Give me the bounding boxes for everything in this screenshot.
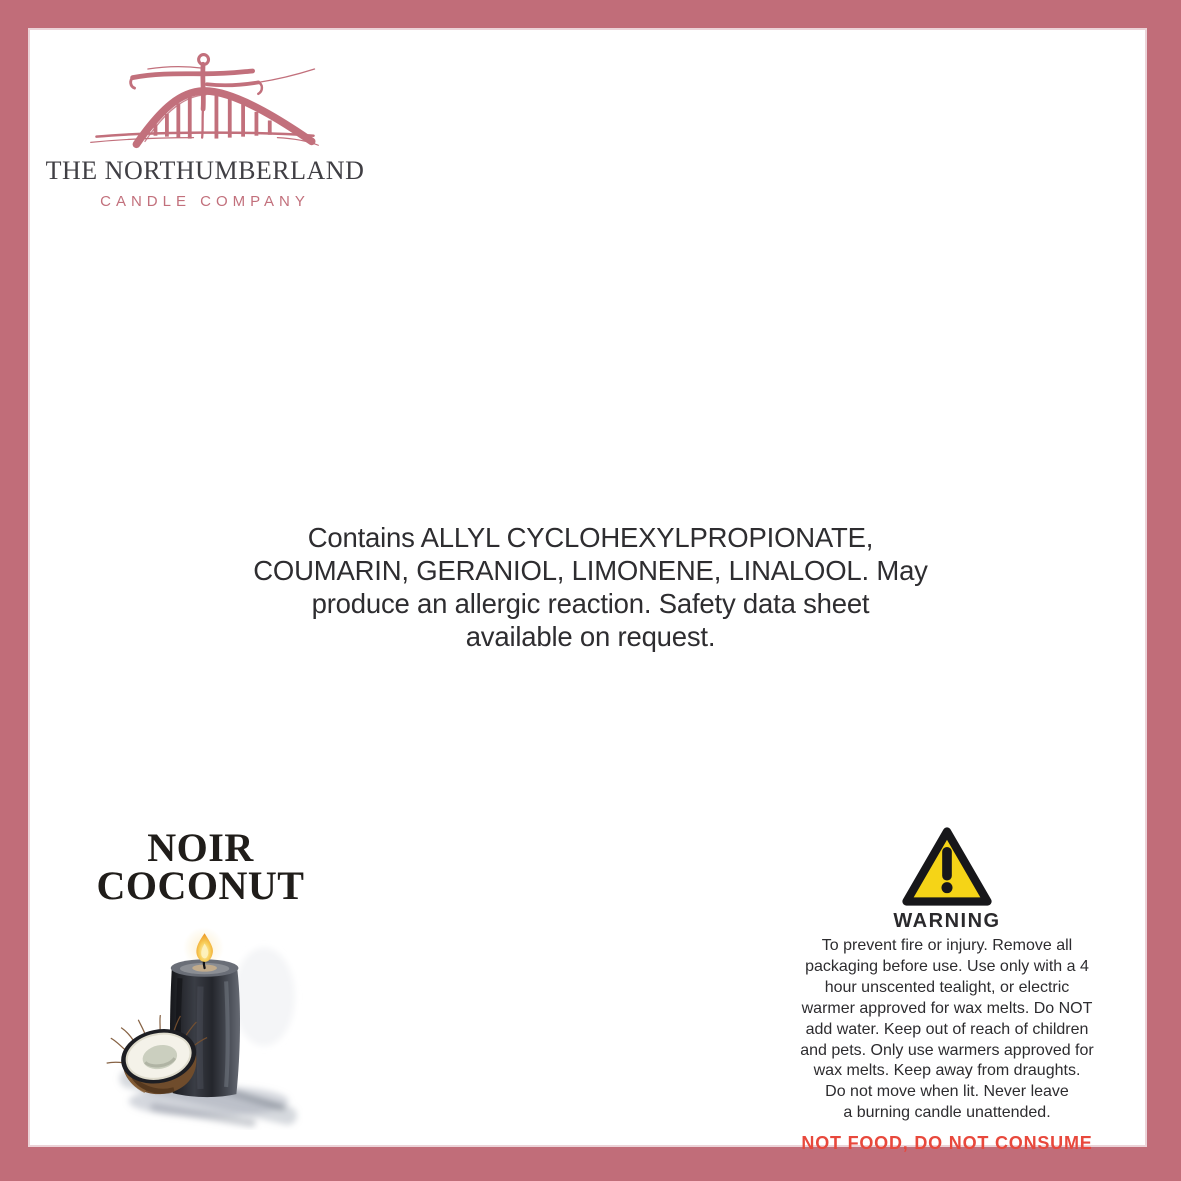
allergen-line: COUMARIN, GERANIOL, LIMONENE, LINALOOL. May [253,555,928,586]
warning-line: add water. Keep out of reach of children [805,1020,1089,1038]
angel-bridge-logo-icon [89,50,321,150]
warning-line: hour unscented tealight, or electric [824,978,1070,996]
allergen-line: produce an allergic reaction. Safety data sheet [311,588,870,619]
brand-logo [40,50,370,210]
not-food-warning: NOT FOOD, DO NOT CONSUME [801,1133,1093,1154]
product-name-line1: NOIR [147,825,254,870]
warning-line: and pets. Only use warmers approved for [800,1041,1094,1059]
warning-line: To prevent fire or injury. Remove all [821,937,1073,954]
warning-line: a burning candle unattended. [843,1104,1051,1122]
product-name-line2: COCONUT [96,863,305,908]
warning-triangle-icon [901,826,993,907]
warning-line: Do not move when lit. Never leave [825,1083,1069,1101]
warning-text [773,936,1121,1124]
brand-name: THE NORTHUMBERLAND [45,156,365,185]
allergen-line: Contains ALLYL CYCLOHEXYLPROPIONATE, [307,522,874,553]
warning-line: wax melts. Keep away from draughts. [813,1062,1081,1080]
warning-title: WARNING [893,910,1001,932]
candle-coconut-illustration [98,925,303,1130]
warning-block [773,826,1121,1154]
brand-subtitle: CANDLE COMPANY [100,193,310,210]
warning-line: warmer approved for wax melts. Do NOT [801,999,1093,1017]
allergen-line: available on request. [465,621,716,652]
warning-line: packaging before use. Use only with a 4 [805,957,1089,975]
product-block [58,825,343,1130]
allergen-notice [170,521,1011,653]
